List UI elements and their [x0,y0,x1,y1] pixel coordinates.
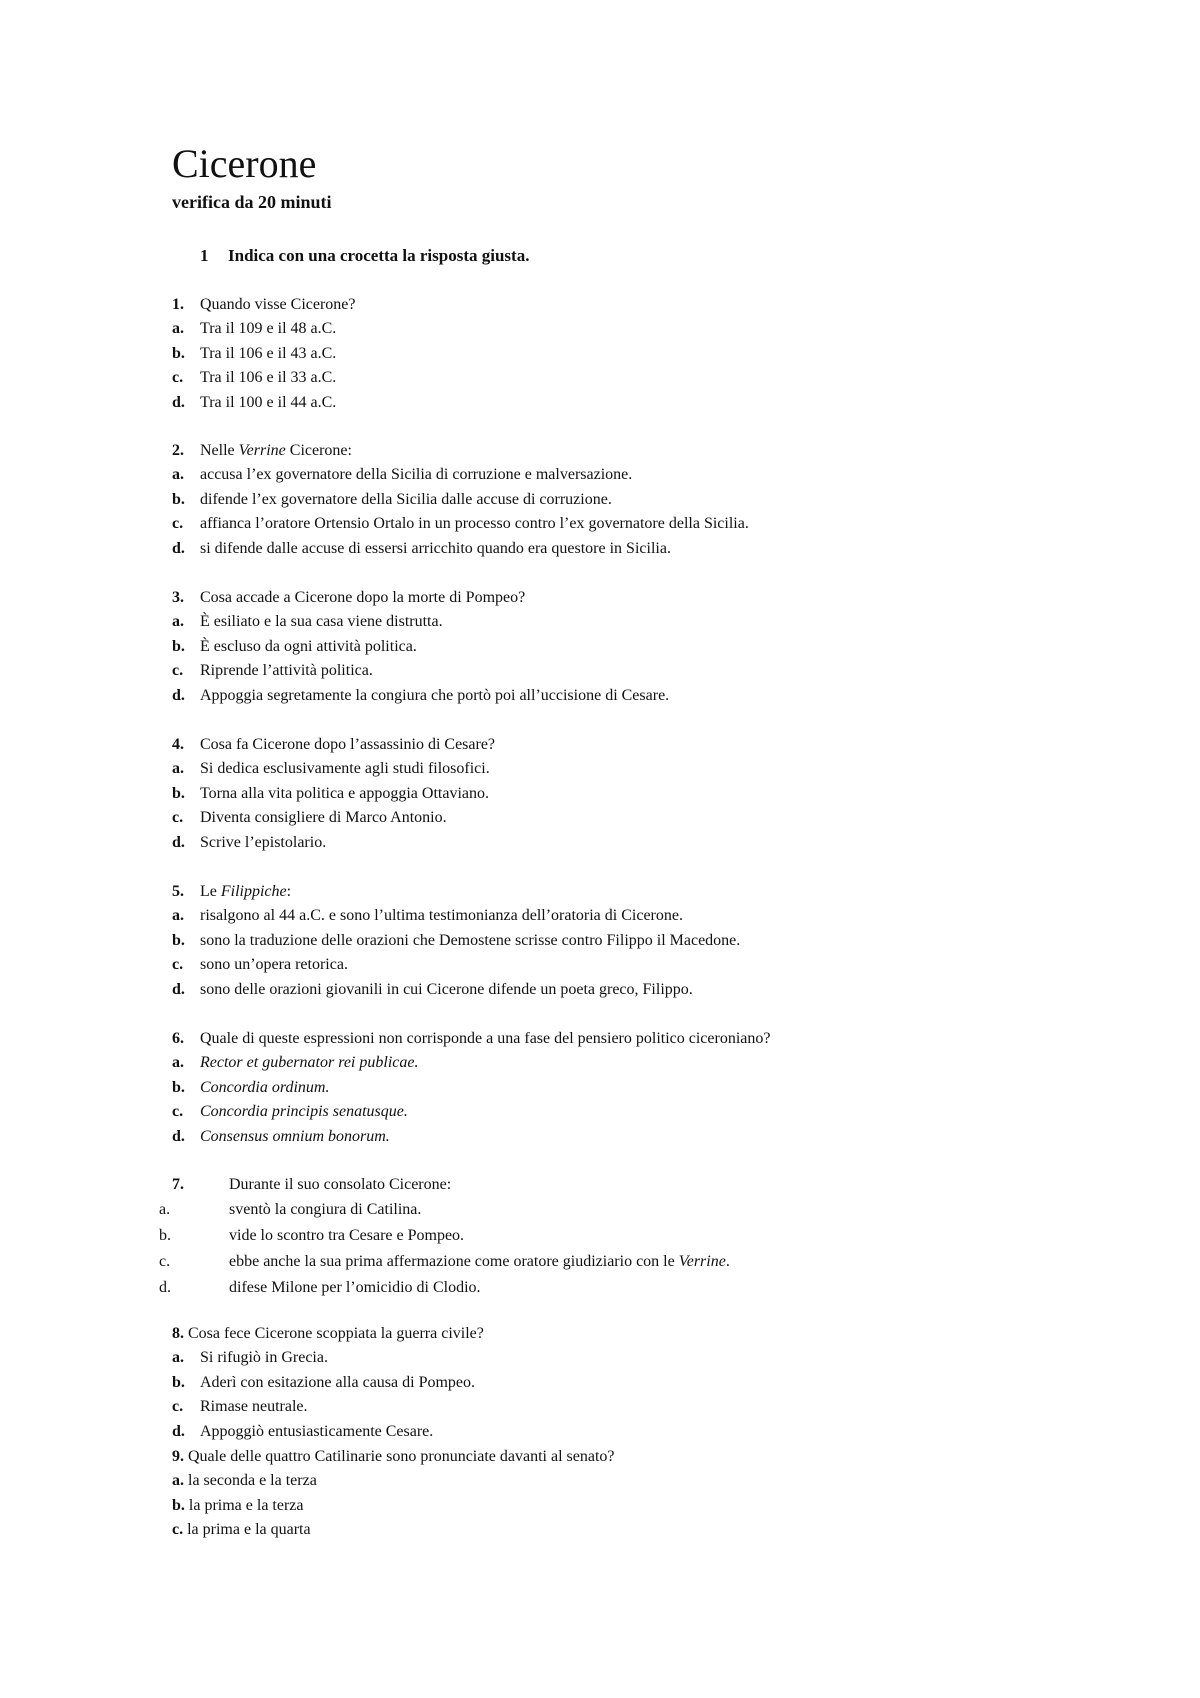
question-text: Quale delle quattro Catilinarie sono pronunciate davanti al senato? [188,1448,615,1465]
option-letter: c. [172,1521,184,1538]
question-7 [159,1173,730,1301]
option-text: affianca l’oratore Ortensio Ortalo in un processo contro l’ex governatore della Sicilia. [200,515,749,532]
option-b[interactable] [172,929,740,954]
option-letter: b. [172,344,185,362]
option-a[interactable] [172,757,495,782]
option-text: Scrive l’epistolario. [200,833,327,851]
option-text: È esiliato e la sua casa viene distrutta. [200,613,443,630]
option-b[interactable] [172,488,749,513]
option-letter: d. [172,833,185,851]
option-c[interactable] [172,1100,770,1125]
option-text-title: Verrine [678,1253,726,1270]
option-letter: d. [172,980,185,998]
option-d[interactable] [172,831,495,856]
question-number: 8. [172,1325,184,1342]
question-number: 1. [172,296,184,313]
option-text: la prima e la terza [188,1496,304,1514]
option-b[interactable] [172,635,669,660]
question-text: Cosa fece Cicerone scoppiata la guerra civile? [188,1325,484,1342]
option-letter: b. [172,784,185,802]
option-letter: d. [172,393,185,411]
instruction-text: Indica con una crocetta la risposta giusta. [228,246,530,265]
option-letter: d. [172,539,185,557]
option-letter: c. [172,662,184,679]
option-letter: a. [172,907,184,924]
option-text: Tra il 109 e il 48 a.C. [200,320,337,337]
option-text-pre: ebbe anche la sua prima affermazione come oratore giudiziario con le [229,1253,679,1270]
option-letter: a. [172,760,184,777]
option-letter: c. [172,369,184,386]
option-c[interactable] [172,806,495,831]
question-text: Durante il suo consolato Cicerone: [229,1176,452,1193]
question-6 [172,1027,770,1149]
option-d[interactable] [172,537,749,562]
question-8 [172,1322,484,1444]
option-text: Consensus omnium bonorum. [200,1127,390,1145]
option-b[interactable] [172,1371,484,1396]
question-number: 2. [172,442,184,459]
question-1 [172,293,356,415]
option-text: sono un’opera retorica. [200,956,348,973]
instruction [200,244,529,268]
option-c[interactable] [159,1249,730,1275]
option-text: sono la traduzione delle orazioni che Demostene scrisse contro Filippo il Macedone. [200,931,741,949]
option-letter: b. [172,1373,185,1391]
option-text: Tra il 106 e il 43 a.C. [200,344,337,362]
option-d[interactable] [172,1420,484,1445]
option-b[interactable] [172,342,356,367]
option-a[interactable] [172,1346,484,1371]
question-text-pre: Nelle [200,442,239,459]
option-a[interactable] [172,610,669,635]
question-text: Cosa fa Cicerone dopo l’assassinio di Cesare? [200,736,496,753]
question-text-pre: Le [200,883,221,900]
option-c[interactable] [172,659,669,684]
question-text: Quando visse Cicerone? [200,296,356,313]
question-number: 4. [172,736,184,753]
option-text: Diventa consigliere di Marco Antonio. [200,809,447,826]
option-letter: a. [172,1349,184,1366]
question-9 [172,1445,615,1543]
option-text: difende l’ex governatore della Sicilia dalle accuse di corruzione. [200,490,612,508]
option-a[interactable] [172,1469,615,1494]
option-letter: c. [159,1253,171,1270]
question-text-post: : [286,883,292,900]
option-letter: b. [159,1227,171,1244]
option-b[interactable] [172,782,495,807]
option-text: Si dedica esclusivamente agli studi filosofici. [200,760,490,777]
option-b[interactable] [172,1494,615,1519]
option-letter: a. [172,1054,184,1071]
option-text: Concordia principis senatusque. [200,1103,408,1120]
option-letter: b. [172,1078,185,1096]
option-text: difese Milone per l’omicidio di Clodio. [229,1279,481,1296]
option-text: la prima e la quarta [187,1521,311,1538]
option-a[interactable] [172,1051,770,1076]
option-letter: d. [159,1279,171,1296]
question-2 [172,439,749,561]
option-text: Si rifugiò in Grecia. [200,1349,328,1366]
option-letter: a. [172,613,184,630]
option-letter: a. [172,320,184,337]
option-letter: d. [172,1422,185,1440]
option-text: Appoggia segretamente la congiura che portò poi all’uccisione di Cesare. [200,686,670,704]
option-text: risalgono al 44 a.C. e sono l’ultima testimonianza dell’oratoria di Cicerone. [200,907,683,924]
option-c[interactable] [172,512,749,537]
option-letter: c. [172,956,184,973]
question-text: Cosa accade a Cicerone dopo la morte di Pompeo? [200,589,526,606]
option-d[interactable] [159,1275,730,1301]
option-text: Rector et gubernator rei publicae. [200,1054,419,1071]
question-text-title: Verrine [238,442,286,459]
option-letter: a. [172,1472,184,1489]
question-5 [172,880,740,1002]
option-text: È escluso da ogni attività politica. [200,637,417,655]
option-d[interactable] [172,978,740,1003]
question-number: 3. [172,589,184,606]
question-number: 6. [172,1030,184,1047]
instruction-number: 1 [200,246,209,265]
question-text-post: Cicerone: [285,442,352,459]
option-text-post: . [725,1253,730,1270]
option-text: sono delle orazioni giovanili in cui Cicerone difende un poeta greco, Filippo. [200,980,693,998]
option-a[interactable] [172,904,740,929]
option-text: la seconda e la terza [188,1472,317,1489]
question-3 [172,586,669,708]
option-c[interactable] [172,1518,615,1543]
option-text: Concordia ordinum. [200,1078,330,1096]
option-letter: c. [172,1103,184,1120]
option-letter: d. [172,1127,185,1145]
option-text: si difende dalle accuse di essersi arricchito quando era questore in Sicilia. [200,539,671,557]
option-letter: b. [172,637,185,655]
option-a[interactable] [159,1197,730,1223]
page-subtitle: verifica da 20 minuti [172,192,332,212]
option-letter: d. [172,686,185,704]
option-text: Riprende l’attività politica. [200,662,373,679]
option-letter: c. [172,515,184,532]
option-letter: b. [172,490,185,508]
question-number: 9. [172,1448,184,1465]
option-a[interactable] [172,463,749,488]
option-text: Tra il 106 e il 33 a.C. [200,369,337,386]
option-letter: b. [172,1496,185,1514]
option-letter: c. [172,1398,184,1415]
option-text: sventò la congiura di Catilina. [229,1201,422,1218]
option-text: Aderì con esitazione alla causa di Pompeo. [200,1373,476,1391]
option-d[interactable] [172,684,669,709]
question-number: 5. [172,883,184,900]
question-number: 7. [172,1176,184,1193]
option-text: Rimase neutrale. [200,1398,308,1415]
question-4 [172,733,495,855]
option-text: vide lo scontro tra Cesare e Pompeo. [229,1227,465,1244]
option-letter: b. [172,931,185,949]
option-c[interactable] [172,1395,484,1420]
page-title: Cicerone [172,141,317,186]
option-a[interactable] [172,317,356,342]
option-c[interactable] [172,953,740,978]
option-text: Appoggiò entusiasticamente Cesare. [200,1422,434,1440]
option-b[interactable] [159,1223,730,1249]
option-b[interactable] [172,1076,770,1101]
option-text: Tra il 100 e il 44 a.C. [200,393,337,411]
option-letter: a. [159,1201,171,1218]
option-letter: c. [172,809,184,826]
option-letter: a. [172,466,184,483]
option-d[interactable] [172,1125,770,1150]
option-text: accusa l’ex governatore della Sicilia di corruzione e malversazione. [200,466,633,483]
question-text: Quale di queste espressioni non corrisponde a una fase del pensiero politico ciceroniano? [200,1030,771,1047]
option-c[interactable] [172,366,356,391]
question-text-title: Filippiche [220,883,287,900]
option-text: Torna alla vita politica e appoggia Ottaviano. [200,784,489,802]
option-d[interactable] [172,391,356,416]
